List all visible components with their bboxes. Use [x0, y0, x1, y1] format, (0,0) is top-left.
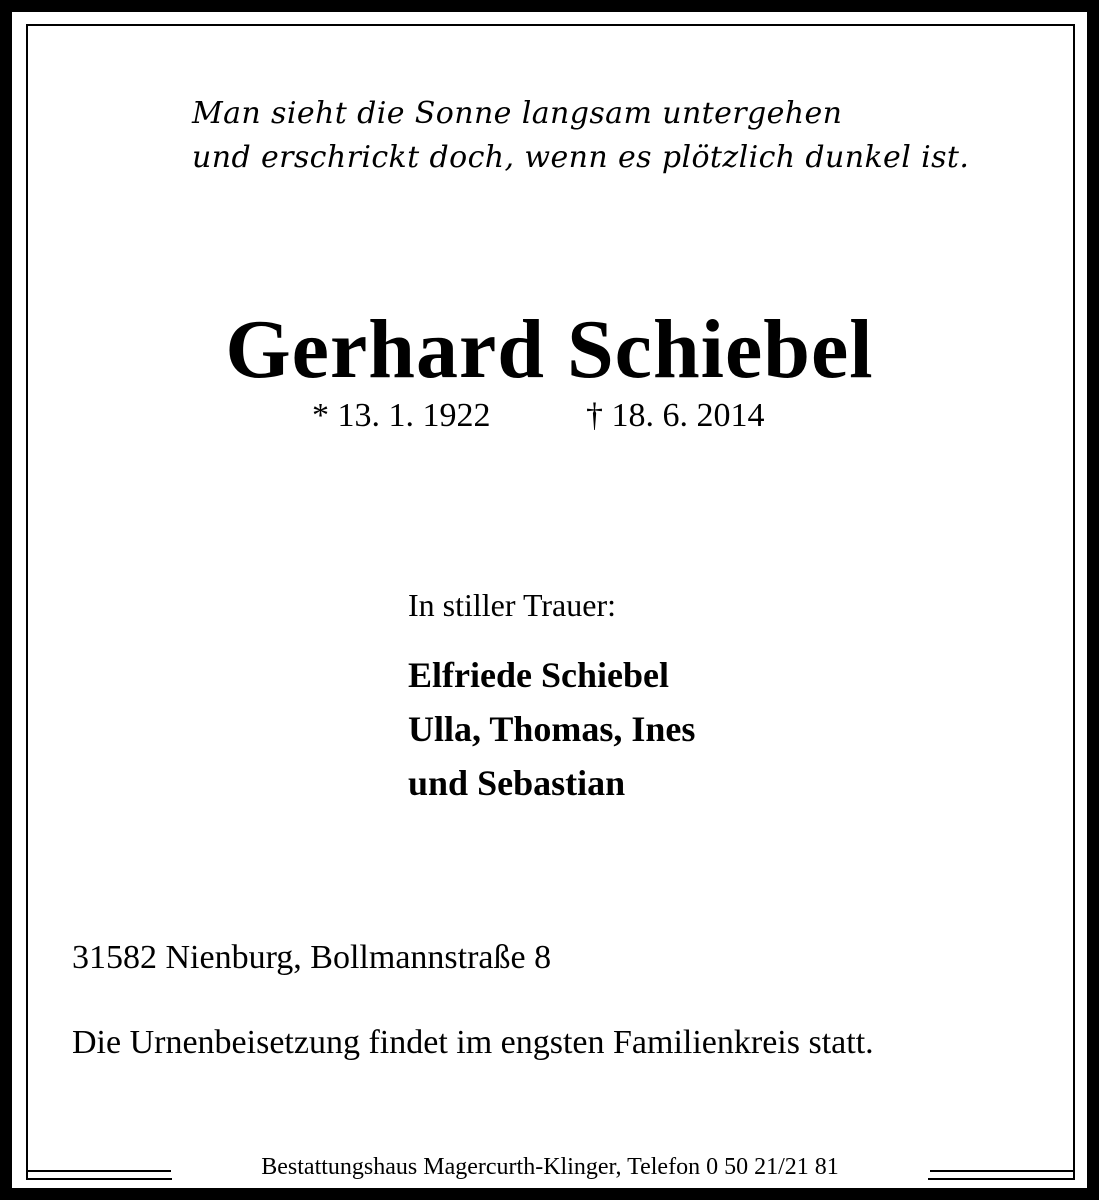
mourner-name: Elfriede Schiebel	[408, 655, 669, 695]
address-line: 31582 Nienburg, Bollmannstraße 8	[72, 939, 552, 976]
motto-quote	[192, 92, 1052, 180]
footer-rule-left	[26, 1170, 171, 1172]
death-date: † 18. 6. 2014	[586, 397, 765, 434]
motto-line-1: Man sieht die Sonne langsam untergehen	[192, 96, 843, 131]
funeral-home-contact: Bestattungshaus Magercurth-Klinger, Telefon 0 50 21/21 81	[172, 1152, 928, 1182]
birth-date: * 13. 1. 1922	[312, 397, 491, 434]
mourning-intro: In stiller Trauer:	[408, 587, 616, 623]
footer-rule-right	[930, 1170, 1075, 1172]
motto-line-2: und erschrickt doch, wenn es plötzlich dunkel ist.	[192, 140, 970, 175]
mourners-list	[408, 648, 695, 810]
deceased-name: Gerhard Schiebel	[225, 303, 874, 396]
mourner-name: und Sebastian	[408, 763, 626, 803]
burial-notice: Die Urnenbeisetzung findet im engsten Familienkreis statt.	[72, 1024, 874, 1061]
footer	[0, 1152, 1099, 1192]
mourner-name: Ulla, Thomas, Ines	[408, 709, 696, 749]
